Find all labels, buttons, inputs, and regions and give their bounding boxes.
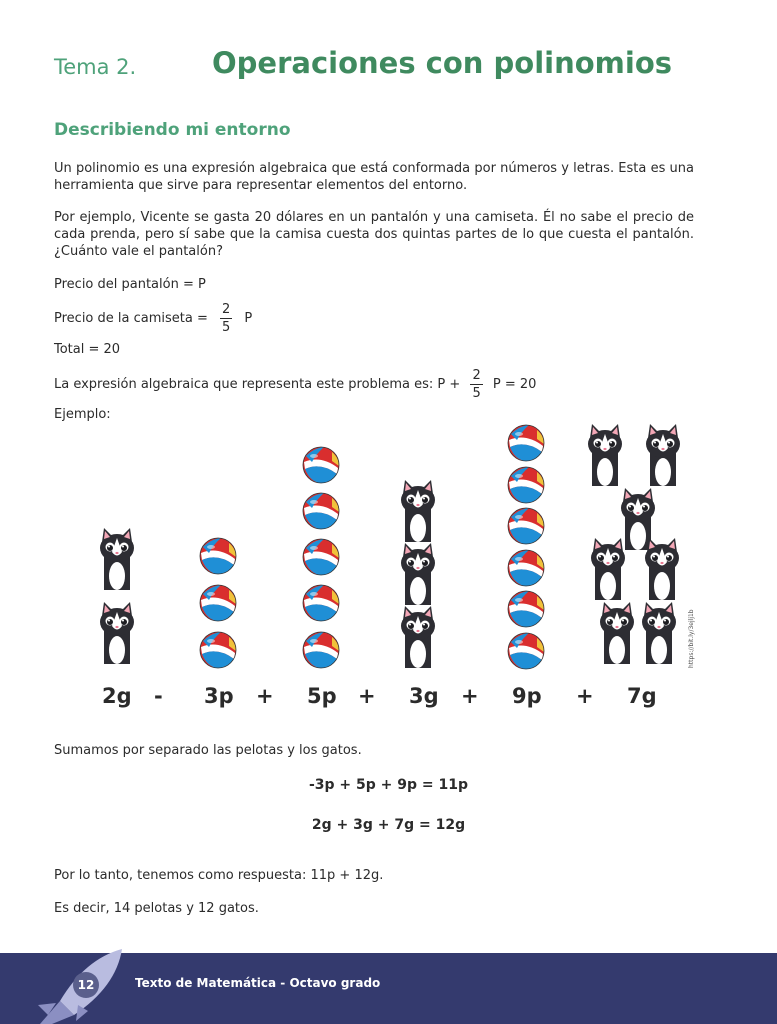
- term-3p: 3p: [204, 684, 234, 708]
- example-label: Ejemplo:: [54, 407, 111, 422]
- intro-paragraph: Un polinomio es una expresión algebraica que está conformada por números y letras. Esta es una herramienta que sirve para representar elementos del entorno.: [54, 161, 694, 193]
- ball-icon: [508, 467, 544, 503]
- cat-icon: [100, 528, 134, 590]
- ball-icon: [303, 493, 339, 529]
- expression-suffix: P = 20: [492, 377, 537, 392]
- cat-icon: [646, 424, 680, 486]
- cat-icon: [588, 424, 622, 486]
- fraction-numerator: 2: [472, 368, 481, 383]
- cat-group-2: [401, 480, 435, 668]
- cat-icon: [401, 543, 435, 605]
- cat-group-1: [100, 528, 134, 664]
- ball-icon: [303, 585, 339, 621]
- shirt-price-suffix: P: [244, 311, 253, 326]
- section-title: Describiendo mi entorno: [54, 120, 291, 140]
- pants-price-line: Precio del pantalón = P: [54, 277, 206, 292]
- cat-group-3: [588, 424, 680, 664]
- operator-plus: +: [358, 684, 376, 708]
- expression-prefix: La expresión algebraica que representa este problema es: P +: [54, 377, 461, 392]
- page-title: Operaciones con polinomios: [212, 46, 673, 80]
- operator-plus: +: [576, 684, 594, 708]
- cat-icon: [591, 538, 625, 600]
- term-9p: 9p: [512, 684, 542, 708]
- topic-label: Tema 2.: [54, 55, 137, 79]
- ball-icon: [508, 550, 544, 586]
- ball-icon: [303, 447, 339, 483]
- shirt-price-prefix: Precio de la camiseta =: [54, 311, 208, 326]
- term-3g: 3g: [409, 684, 439, 708]
- fraction-denominator: 5: [222, 320, 231, 335]
- ball-icon: [303, 632, 339, 668]
- ball-icon: [303, 539, 339, 575]
- term-7g: 7g: [627, 684, 657, 708]
- operator-plus: +: [256, 684, 274, 708]
- cats-sum: 2g + 3g + 7g = 12g: [311, 817, 466, 833]
- answer-line: Por lo tanto, tenemos como respuesta: 11p + 12g.: [54, 868, 384, 883]
- operator-plus: +: [461, 684, 479, 708]
- example-paragraph: Por ejemplo, Vicente se gasta 20 dólares en un pantalón y una camiseta. Él no sabe el precio de cada prenda, pero sí sabe que la camisa cuesta dos quintas partes de lo que cuesta el pantalón. ¿Cuánto vale el pantalón?: [54, 210, 694, 259]
- ball-icon: [508, 591, 544, 627]
- page-number-badge: 12: [73, 972, 99, 998]
- cat-icon: [401, 606, 435, 668]
- ball-icon: [200, 585, 236, 621]
- ball-group-1: [200, 538, 236, 668]
- fraction-numerator: 2: [222, 302, 231, 317]
- ball-group-3: [508, 425, 544, 669]
- ball-icon: [200, 538, 236, 574]
- ball-icon: [200, 632, 236, 668]
- cat-icon: [401, 480, 435, 542]
- balls-sum: -3p + 5p + 9p = 11p: [308, 777, 469, 793]
- ball-group-2: [303, 447, 339, 668]
- cat-icon: [645, 538, 679, 600]
- term-2g: 2g: [102, 684, 132, 708]
- sum-intro: Sumamos por separado las pelotas y los gatos.: [54, 743, 362, 758]
- fraction-denominator: 5: [472, 386, 481, 401]
- total-line: Total = 20: [54, 342, 121, 357]
- operator-minus: -: [154, 684, 163, 708]
- cat-icon: [600, 602, 634, 664]
- cat-icon: [100, 602, 134, 664]
- ball-icon: [508, 508, 544, 544]
- footer-book-title: Texto de Matemática - Octavo grado: [135, 976, 381, 990]
- conclusion-line: Es decir, 14 pelotas y 12 gatos.: [54, 901, 259, 916]
- term-5p: 5p: [307, 684, 337, 708]
- cat-icon: [642, 602, 676, 664]
- image-credit: https://bit.ly/3ejlj1b: [688, 609, 695, 668]
- ball-icon: [508, 425, 544, 461]
- ball-icon: [508, 633, 544, 669]
